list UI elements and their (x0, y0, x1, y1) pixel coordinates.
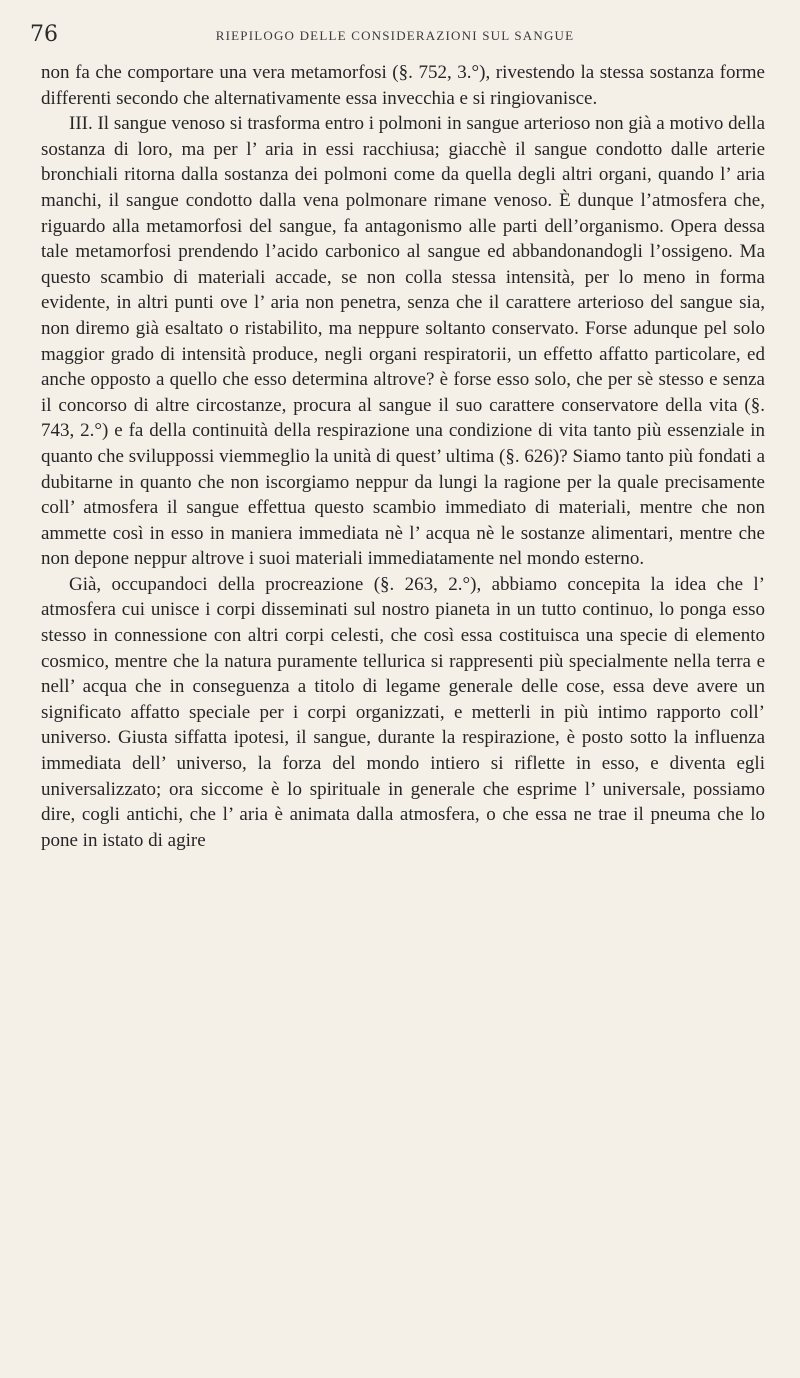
paragraph-procreazione: Già, occupandoci della procreazione (§. 263, 2.°), abbiamo concepita la idea che l’ atmosfera cui unisce i corpi disseminati sul nostro pianeta in un tutto continuo, lo ponga esso stesso in connessione con altri corpi celesti, che così essa costituisca una specie di elemento cosmico, mentre che la natura puramente tellurica si rappresenti più specialmente nella terra e nell’ acqua che in conseguenza a titolo di legame generale delle cose, essa deve avere un significato affatto speciale per i corpi organizzati, e metterli in più intimo rapporto coll’ universo. Giusta siffatta ipotesi, il sangue, durante la respirazione, è posto sotto la influenza immediata dell’ universo, la forza del mondo intiero si riflette in esso, e diventa egli universalizzato; ora siccome è lo spirituale in generale che esprime l’ universale, possiamo dire, cogli antichi, che l’ aria è animata dalla atmosfera, o che essa ne trae il pneuma che lo pone in istato di agire (41, 573, 765, 851)
paragraph-continuation: non fa che comportare una vera metamorfosi (§. 752, 3.°), rivestendo la stessa sostanza forme differenti secondo che alternativamente essa invecchia e si ringiovanisce. (41, 62, 765, 109)
body-text (41, 60, 765, 853)
page-number: 76 (30, 22, 58, 47)
running-title: RIEPILOGO DELLE CONSIDERAZIONI SUL SANGUE (215, 28, 575, 43)
running-head (30, 22, 760, 48)
paragraph-section-iii: III. Il sangue venoso si trasforma entro i polmoni in sangue arterioso non già a motivo della sostanza di loro, ma per l’ aria in essi racchiusa; giacchè il sangue condotto dalle arterie bronchiali ritorna dalla sostanza dei polmoni come da quella degli altri organi, quando l’ aria manchi, il sangue condotto dalla vena polmonare rimane venoso. È dunque l’atmosfera che, riguardo alla metamorfosi del sangue, fa antagonismo alle parti dell’organismo. Opera dessa tale metamorfosi prendendo l’acido carbonico al sangue ed abbandonandogli l’ossigeno. Ma questo scambio di materiali accade, se non colla stessa intensità, per lo meno in forma evidente, in altri punti ove l’ aria non penetra, senza che il carattere arterioso del sangue sia, non diremo già esaltato o ristabilito, ma neppure soltanto conservato. Forse adunque pel solo maggior grado di intensità produce, negli organi respiratorii, un effetto affatto particolare, ed anche opposto a quello che esso determina altrove? è forse esso solo, che per sè stesso e senza il concorso di altre circostanze, procura al sangue il suo carattere conservatore della vita (§. 743, 2.°) e fa della continuità della respirazione una condizione di vita tanto più essenziale in quanto che sviluppossi viemmeglio la unità di quest’ ultima (§. 626)? Siamo tanto più fondati a dubitarne in quanto che non iscorgiamo neppur da lungi la ragione per la quale precisamente coll’ atmosfera il sangue effettua questo scambio immediato di materiali, mentre che non ammette così in esso in maniera immediata nè l’ acqua nè le sostanze alimentari, mentre che non depone neppur altrove i suoi materiali immediatamente nel mondo esterno. (41, 113, 765, 570)
